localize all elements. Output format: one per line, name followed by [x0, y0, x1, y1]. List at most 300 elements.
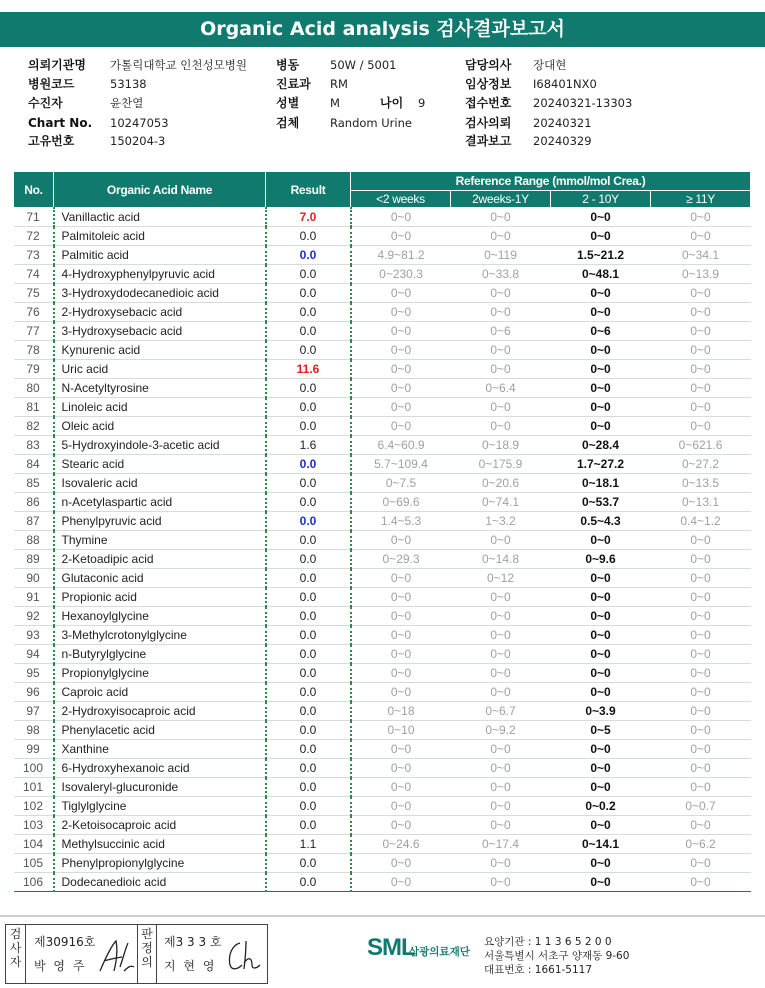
table-row [14, 303, 751, 322]
acid-name: n-Butyrylglycine [54, 645, 266, 664]
row-number: 104 [14, 835, 54, 854]
result-value: 0.0 [266, 303, 351, 322]
ref-lt-2weeks: 0~69.6 [351, 493, 451, 512]
inspector-name: 박 영 주 [34, 959, 87, 973]
table-row [14, 322, 751, 341]
row-number: 78 [14, 341, 54, 360]
acid-name: Caproic acid [54, 683, 266, 702]
acid-name: Methylsuccinic acid [54, 835, 266, 854]
ref-2weeks-1y: 0~0 [451, 664, 551, 683]
result-value: 0.0 [266, 417, 351, 436]
ref-11y-plus: 0~0 [651, 778, 751, 797]
chart-no-value: 10247053 [110, 116, 169, 130]
ref-11y-plus: 0~621.6 [651, 436, 751, 455]
ref-2weeks-1y: 0~6.7 [451, 702, 551, 721]
info-row-5 [0, 132, 765, 150]
acid-name: Dodecanedioic acid [54, 873, 266, 892]
logo-name: 삼광의료재단 [409, 946, 470, 958]
acid-name: Stearic acid [54, 455, 266, 474]
result-value: 0.0 [266, 246, 351, 265]
acid-name: Thymine [54, 531, 266, 550]
ref-2-10y: 0~0 [551, 208, 651, 227]
ref-lt-2weeks: 5.7~109.4 [351, 455, 451, 474]
ref-2-10y: 0~9.6 [551, 550, 651, 569]
request-date-value: 20240321 [533, 116, 592, 130]
patient-info [0, 54, 765, 154]
ref-2weeks-1y: 0~14.8 [451, 550, 551, 569]
col-header-result: Result [266, 172, 351, 208]
acid-name: Uric acid [54, 360, 266, 379]
acid-name: Xanthine [54, 740, 266, 759]
ward-value: 50W / 5001 [330, 58, 397, 72]
ref-11y-plus: 0~0 [651, 569, 751, 588]
table-row [14, 493, 751, 512]
col-header-ref-2: 2weeks-1Y [451, 191, 551, 208]
row-number: 96 [14, 683, 54, 702]
acid-name: 4-Hydroxyphenylpyruvic acid [54, 265, 266, 284]
row-number: 73 [14, 246, 54, 265]
result-value: 1.1 [266, 835, 351, 854]
ref-lt-2weeks: 0~29.3 [351, 550, 451, 569]
result-value: 7.0 [266, 208, 351, 227]
inspector-signature [96, 937, 136, 975]
ref-2weeks-1y: 0~33.8 [451, 265, 551, 284]
result-value: 0.0 [266, 493, 351, 512]
ref-2weeks-1y: 0~0 [451, 208, 551, 227]
table-row [14, 759, 751, 778]
ref-2weeks-1y: 0~0 [451, 854, 551, 873]
acid-name: Isovaleryl-glucuronide [54, 778, 266, 797]
specimen-value: Random Urine [330, 116, 412, 130]
ref-11y-plus: 0.4~1.2 [651, 512, 751, 531]
ref-2weeks-1y: 0~0 [451, 398, 551, 417]
ref-2-10y: 0~0 [551, 303, 651, 322]
ref-2weeks-1y: 0~0 [451, 683, 551, 702]
ref-2weeks-1y: 0~119 [451, 246, 551, 265]
ref-2-10y: 0~28.4 [551, 436, 651, 455]
acid-name: Tiglylglycine [54, 797, 266, 816]
acid-name: Propionylglycine [54, 664, 266, 683]
ref-11y-plus: 0~0 [651, 740, 751, 759]
ref-2weeks-1y: 0~0 [451, 816, 551, 835]
request-date-label: 검사의뢰 [465, 116, 512, 130]
row-number: 87 [14, 512, 54, 531]
ref-11y-plus: 0~0 [651, 683, 751, 702]
row-number: 99 [14, 740, 54, 759]
table-row [14, 854, 751, 873]
row-number: 102 [14, 797, 54, 816]
ref-2weeks-1y: 0~0 [451, 417, 551, 436]
sex-value: M [330, 96, 340, 110]
signature-box [5, 924, 268, 984]
table-row [14, 645, 751, 664]
ref-2weeks-1y: 0~0 [451, 645, 551, 664]
footer-divider [0, 915, 765, 917]
phone: 대표번호 : 1661-5117 [484, 964, 593, 976]
receipt-no-value: 20240321-13303 [533, 96, 633, 110]
ref-lt-2weeks: 0~0 [351, 740, 451, 759]
table-row [14, 702, 751, 721]
inspector-vertical-char: 사 [9, 941, 22, 955]
ref-11y-plus: 0~13.5 [651, 474, 751, 493]
row-number: 76 [14, 303, 54, 322]
result-value: 0.0 [266, 322, 351, 341]
ref-lt-2weeks: 0~0 [351, 379, 451, 398]
acid-name: Hexanoylglycine [54, 607, 266, 626]
table-row [14, 721, 751, 740]
ref-11y-plus: 0~0 [651, 341, 751, 360]
row-number: 74 [14, 265, 54, 284]
institution-value: 가톨릭대학교 인천성모병원 [110, 58, 247, 72]
result-value: 0.0 [266, 588, 351, 607]
chart-no-label: Chart No. [28, 116, 93, 130]
row-number: 75 [14, 284, 54, 303]
acid-name: Palmitic acid [54, 246, 266, 265]
ref-lt-2weeks: 0~0 [351, 797, 451, 816]
table-row [14, 626, 751, 645]
ref-2-10y: 1.7~27.2 [551, 455, 651, 474]
result-value: 0.0 [266, 265, 351, 284]
ref-2weeks-1y: 0~6 [451, 322, 551, 341]
ref-2weeks-1y: 0~0 [451, 284, 551, 303]
table-row [14, 607, 751, 626]
hospital-code-value: 53138 [110, 77, 147, 91]
table-row [14, 816, 751, 835]
ref-11y-plus: 0~0 [651, 759, 751, 778]
ref-lt-2weeks: 0~18 [351, 702, 451, 721]
clinical-info-label: 임상정보 [465, 77, 512, 91]
ref-2-10y: 0~0 [551, 341, 651, 360]
ref-2weeks-1y: 0~0 [451, 797, 551, 816]
ref-2-10y: 0~0 [551, 759, 651, 778]
ref-2-10y: 0~0 [551, 227, 651, 246]
ref-2-10y: 0~0 [551, 379, 651, 398]
acid-name: 2-Ketoadipic acid [54, 550, 266, 569]
acid-name: Phenylpyruvic acid [54, 512, 266, 531]
ref-11y-plus: 0~0 [651, 303, 751, 322]
col-header-name: Organic Acid Name [54, 172, 266, 208]
ref-2-10y: 0~0 [551, 607, 651, 626]
ref-11y-plus: 0~0 [651, 607, 751, 626]
table-row [14, 550, 751, 569]
ref-11y-plus: 0~0 [651, 227, 751, 246]
table-row [14, 531, 751, 550]
ref-lt-2weeks: 0~10 [351, 721, 451, 740]
result-value: 0.0 [266, 702, 351, 721]
row-number: 79 [14, 360, 54, 379]
table-row [14, 379, 751, 398]
ref-lt-2weeks: 0~7.5 [351, 474, 451, 493]
row-number: 89 [14, 550, 54, 569]
ref-lt-2weeks: 0~0 [351, 303, 451, 322]
result-value: 11.6 [266, 360, 351, 379]
result-value: 0.0 [266, 550, 351, 569]
ref-2weeks-1y: 0~18.9 [451, 436, 551, 455]
ref-2-10y: 0~0 [551, 588, 651, 607]
ref-2-10y: 0~3.9 [551, 702, 651, 721]
ref-11y-plus: 0~0 [651, 208, 751, 227]
ref-11y-plus: 0~0 [651, 873, 751, 892]
unique-no-value: 150204-3 [110, 134, 166, 148]
result-value: 0.0 [266, 778, 351, 797]
row-number: 80 [14, 379, 54, 398]
ref-lt-2weeks: 6.4~60.9 [351, 436, 451, 455]
result-value: 0.0 [266, 664, 351, 683]
ref-lt-2weeks: 0~0 [351, 208, 451, 227]
inspector-vertical-char: 자 [9, 955, 22, 969]
ref-2weeks-1y: 0~0 [451, 227, 551, 246]
acid-name: 6-Hydroxyhexanoic acid [54, 759, 266, 778]
results-body [14, 208, 751, 892]
row-number: 91 [14, 588, 54, 607]
result-value: 0.0 [266, 341, 351, 360]
ref-2-10y: 0~0 [551, 284, 651, 303]
ref-2-10y: 0~0 [551, 531, 651, 550]
ref-2weeks-1y: 0~0 [451, 303, 551, 322]
table-row [14, 474, 751, 493]
row-number: 90 [14, 569, 54, 588]
table-row [14, 588, 751, 607]
ref-lt-2weeks: 0~0 [351, 873, 451, 892]
ref-11y-plus: 0~34.1 [651, 246, 751, 265]
table-row [14, 740, 751, 759]
examinee-value: 윤찬열 [110, 96, 144, 110]
ref-2weeks-1y: 0~12 [451, 569, 551, 588]
acid-name: 5-Hydroxyindole-3-acetic acid [54, 436, 266, 455]
ref-2-10y: 1.5~21.2 [551, 246, 651, 265]
table-row [14, 360, 751, 379]
row-number: 82 [14, 417, 54, 436]
ref-2weeks-1y: 0~0 [451, 341, 551, 360]
hospital-code-label: 병원코드 [28, 77, 75, 91]
ref-2weeks-1y: 1~3.2 [451, 512, 551, 531]
ref-2-10y: 0~18.1 [551, 474, 651, 493]
ref-2-10y: 0~0 [551, 778, 651, 797]
row-number: 93 [14, 626, 54, 645]
ref-lt-2weeks: 0~0 [351, 531, 451, 550]
row-number: 101 [14, 778, 54, 797]
sex-label: 성별 [276, 96, 300, 110]
age-label: 나이 [380, 96, 404, 110]
result-value: 0.0 [266, 873, 351, 892]
sml-logo [367, 932, 487, 972]
ref-2-10y: 0~14.1 [551, 835, 651, 854]
ref-lt-2weeks: 0~0 [351, 417, 451, 436]
row-number: 72 [14, 227, 54, 246]
result-value: 0.0 [266, 531, 351, 550]
ref-lt-2weeks: 0~0 [351, 683, 451, 702]
table-row [14, 284, 751, 303]
ref-2-10y: 0~6 [551, 322, 651, 341]
ref-2weeks-1y: 0~0 [451, 531, 551, 550]
table-row [14, 341, 751, 360]
result-value: 0.0 [266, 854, 351, 873]
result-value: 0.0 [266, 512, 351, 531]
ref-2-10y: 0~0 [551, 645, 651, 664]
examinee-label: 수진자 [28, 96, 63, 110]
ref-11y-plus: 0~0 [651, 531, 751, 550]
ref-2-10y: 0~53.7 [551, 493, 651, 512]
table-row [14, 873, 751, 892]
acid-name: 3-Hydroxysebacic acid [54, 322, 266, 341]
row-number: 97 [14, 702, 54, 721]
ref-lt-2weeks: 4.9~81.2 [351, 246, 451, 265]
col-header-ref-4: ≥ 11Y [651, 191, 751, 208]
result-value: 0.0 [266, 455, 351, 474]
info-row-4 [0, 114, 765, 132]
acid-name: 2-Hydroxyisocaproic acid [54, 702, 266, 721]
result-value: 0.0 [266, 759, 351, 778]
receipt-no-label: 접수번호 [465, 96, 512, 110]
results-table [13, 171, 751, 892]
ref-11y-plus: 0~13.1 [651, 493, 751, 512]
acid-name: Kynurenic acid [54, 341, 266, 360]
result-value: 0.0 [266, 569, 351, 588]
ref-11y-plus: 0~0 [651, 702, 751, 721]
table-row [14, 208, 751, 227]
row-number: 88 [14, 531, 54, 550]
ref-2-10y: 0~0 [551, 417, 651, 436]
acid-name: n-Acetylaspartic acid [54, 493, 266, 512]
ref-lt-2weeks: 0~0 [351, 664, 451, 683]
ref-2-10y: 0~0 [551, 816, 651, 835]
row-number: 98 [14, 721, 54, 740]
ref-2weeks-1y: 0~6.4 [451, 379, 551, 398]
row-number: 71 [14, 208, 54, 227]
ref-2weeks-1y: 0~9.2 [451, 721, 551, 740]
ref-11y-plus: 0~0 [651, 854, 751, 873]
info-row-3 [0, 94, 765, 112]
ref-11y-plus: 0~6.2 [651, 835, 751, 854]
info-row-2 [0, 75, 765, 93]
ref-2-10y: 0~5 [551, 721, 651, 740]
result-value: 0.0 [266, 797, 351, 816]
ref-lt-2weeks: 0~0 [351, 816, 451, 835]
reviewer-vertical-char: 의 [141, 955, 153, 969]
ref-11y-plus: 0~0 [651, 664, 751, 683]
address: 서울특별시 서초구 양재동 9-60 [484, 950, 630, 962]
ref-11y-plus: 0~0 [651, 417, 751, 436]
table-row [14, 569, 751, 588]
unique-no-label: 고유번호 [28, 134, 75, 148]
table-row [14, 227, 751, 246]
ref-2-10y: 0~0.2 [551, 797, 651, 816]
ward-label: 병동 [276, 58, 300, 72]
inspector-license: 제30916호 [34, 935, 96, 949]
ref-11y-plus: 0~0 [651, 721, 751, 740]
reviewer-vertical-label [137, 925, 157, 983]
row-number: 95 [14, 664, 54, 683]
table-row [14, 683, 751, 702]
report-date-label: 결과보고 [465, 134, 512, 148]
ref-lt-2weeks: 0~0 [351, 645, 451, 664]
ref-11y-plus: 0~0 [651, 626, 751, 645]
table-row [14, 398, 751, 417]
ref-2weeks-1y: 0~0 [451, 588, 551, 607]
ref-lt-2weeks: 0~0 [351, 854, 451, 873]
ref-lt-2weeks: 0~0 [351, 607, 451, 626]
ref-lt-2weeks: 0~0 [351, 759, 451, 778]
acid-name: 2-Hydroxysebacic acid [54, 303, 266, 322]
ref-2weeks-1y: 0~74.1 [451, 493, 551, 512]
table-row [14, 512, 751, 531]
acid-name: Glutaconic acid [54, 569, 266, 588]
acid-name: Palmitoleic acid [54, 227, 266, 246]
ref-lt-2weeks: 0~0 [351, 284, 451, 303]
logo-mark: SML [367, 934, 415, 961]
ref-2weeks-1y: 0~0 [451, 740, 551, 759]
acid-name: Vanillactic acid [54, 208, 266, 227]
ref-11y-plus: 0~0 [651, 284, 751, 303]
ref-11y-plus: 0~27.2 [651, 455, 751, 474]
ref-2weeks-1y: 0~17.4 [451, 835, 551, 854]
table-row [14, 436, 751, 455]
ref-lt-2weeks: 0~0 [351, 322, 451, 341]
report-title: Organic Acid analysis 검사결과보고서 [0, 12, 765, 47]
ref-2-10y: 0~0 [551, 664, 651, 683]
reviewer-name: 지 현 영 [164, 959, 217, 973]
ref-2-10y: 0~0 [551, 569, 651, 588]
row-number: 103 [14, 816, 54, 835]
row-number: 81 [14, 398, 54, 417]
result-value: 1.6 [266, 436, 351, 455]
table-row [14, 778, 751, 797]
acid-name: Phenylacetic acid [54, 721, 266, 740]
row-number: 100 [14, 759, 54, 778]
result-value: 0.0 [266, 645, 351, 664]
ref-2weeks-1y: 0~175.9 [451, 455, 551, 474]
ref-2weeks-1y: 0~20.6 [451, 474, 551, 493]
result-value: 0.0 [266, 398, 351, 417]
department-label: 진료과 [276, 77, 311, 91]
ref-2-10y: 0.5~4.3 [551, 512, 651, 531]
result-value: 0.0 [266, 626, 351, 645]
table-row [14, 417, 751, 436]
acid-name: 2-Ketoisocaproic acid [54, 816, 266, 835]
ref-11y-plus: 0~0 [651, 588, 751, 607]
ref-lt-2weeks: 0~0 [351, 569, 451, 588]
row-number: 92 [14, 607, 54, 626]
table-row [14, 664, 751, 683]
reviewer-signature [224, 935, 264, 975]
row-number: 105 [14, 854, 54, 873]
clinical-info-value: I68401NX0 [533, 77, 597, 91]
ref-2-10y: 0~0 [551, 740, 651, 759]
ref-11y-plus: 0~0 [651, 379, 751, 398]
reviewer-vertical-char: 정 [141, 941, 153, 955]
result-value: 0.0 [266, 379, 351, 398]
acid-name: Isovaleric acid [54, 474, 266, 493]
ref-lt-2weeks: 0~24.6 [351, 835, 451, 854]
result-value: 0.0 [266, 721, 351, 740]
row-number: 83 [14, 436, 54, 455]
info-row-1 [0, 56, 765, 74]
ref-2weeks-1y: 0~0 [451, 759, 551, 778]
reviewer-license: 제3 3 3 호 [164, 935, 222, 949]
acid-name: Linoleic acid [54, 398, 266, 417]
ref-2weeks-1y: 0~0 [451, 360, 551, 379]
report-date-value: 20240329 [533, 134, 592, 148]
ref-lt-2weeks: 0~0 [351, 778, 451, 797]
doctor-value: 장대현 [533, 58, 567, 72]
care-institution: 요양기관 : 1 1 3 6 5 2 0 0 [484, 936, 612, 948]
reviewer-vertical-char: 판 [141, 927, 153, 941]
ref-2-10y: 0~0 [551, 854, 651, 873]
ref-11y-plus: 0~13.9 [651, 265, 751, 284]
ref-11y-plus: 0~0 [651, 550, 751, 569]
ref-lt-2weeks: 0~0 [351, 227, 451, 246]
row-number: 106 [14, 873, 54, 892]
